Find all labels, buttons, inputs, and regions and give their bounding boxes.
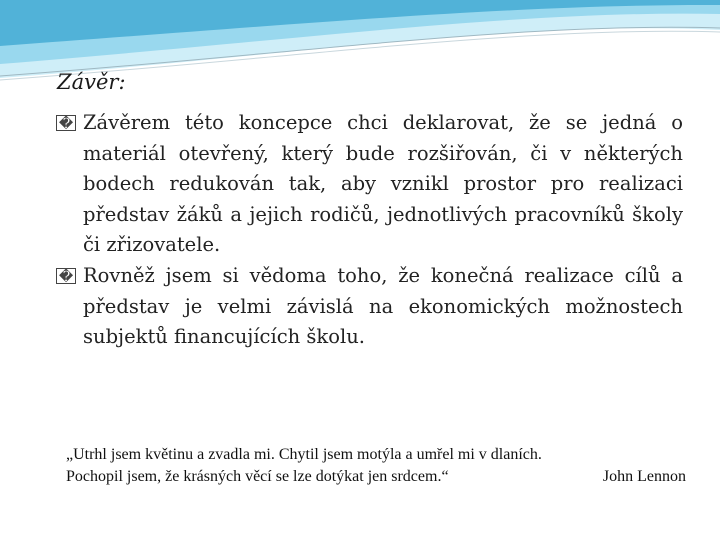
paragraph-economics [56, 261, 683, 353]
quote-block [66, 444, 686, 488]
bullet-placeholder-icon: � [56, 268, 76, 284]
quote-author: John Lennon [602, 468, 686, 485]
paragraph-conclusion [56, 108, 683, 261]
quote-line-2: Pochopil jsem, že krásných věcí se lze dotýkat jen srdcem.“ [66, 468, 449, 485]
quote-line-2-row [66, 466, 686, 488]
slide-title: Závěr: [57, 70, 126, 94]
slide-body [56, 108, 683, 353]
quote-line-1: „Utrhl jsem květinu a zvadla mi. Chytil jsem motýla a umřel mi v dlaních. [66, 446, 542, 463]
paragraph-1-text: Závěrem této koncepce chci deklarovat, že se jedná o materiál otevřený, který bude rozšiřován, či v některých bodech redukován tak, aby vznikl prostor pro realizaci představ žáků a jejich rodičů, jednotlivých pracovníků školy či zřizovatele. [83, 111, 683, 257]
paragraph-2-text: Rovněž jsem si vědoma toho, že konečná realizace cílů a představ je velmi závislá na ekonomických možnostech subjektů financujících školu. [83, 263, 683, 349]
bullet-placeholder-icon: � [56, 115, 76, 131]
